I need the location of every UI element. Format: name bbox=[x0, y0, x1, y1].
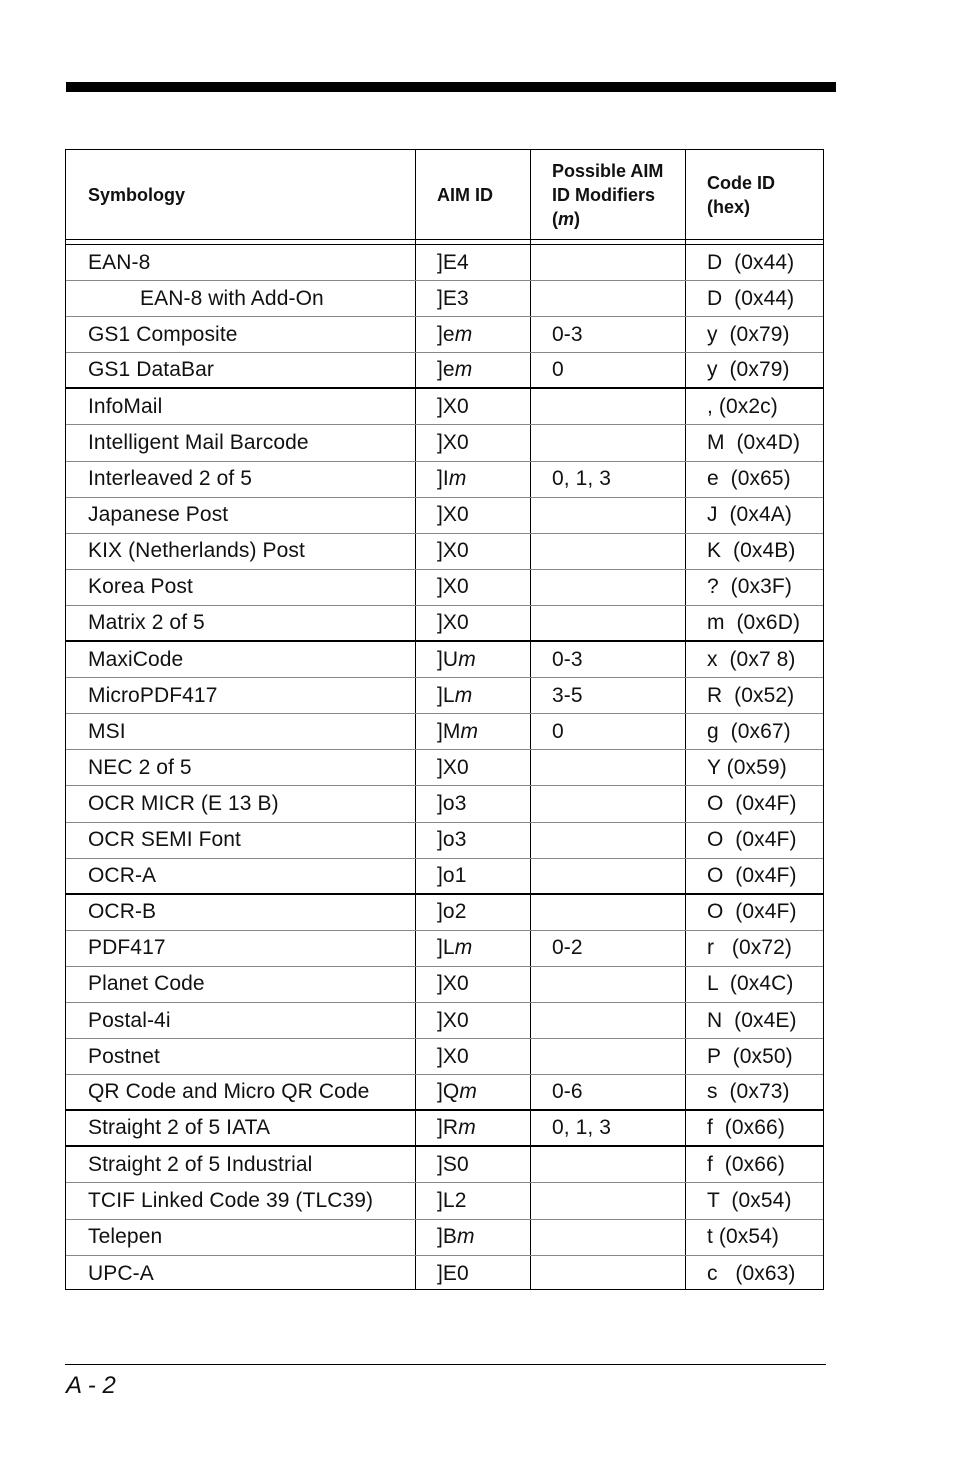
cell-aim-id: ]X0 bbox=[437, 1008, 469, 1032]
cell-code-id: m (0x6D) bbox=[707, 610, 801, 634]
cell-modifiers: 0-3 bbox=[552, 322, 583, 346]
header-rule bbox=[66, 239, 823, 240]
cell-modifiers: 0, 1, 3 bbox=[552, 467, 612, 491]
table-row bbox=[66, 642, 823, 678]
cell-symbology: Straight 2 of 5 Industrial bbox=[88, 1152, 313, 1176]
cell-aim-id: ]X0 bbox=[437, 575, 469, 599]
table-row bbox=[66, 317, 823, 353]
table-row bbox=[66, 1220, 823, 1256]
cell-code-id: x (0x7 8) bbox=[707, 647, 796, 671]
cell-modifiers: 0-3 bbox=[552, 647, 583, 671]
cell-symbology: InfoMail bbox=[88, 394, 163, 418]
table-row bbox=[66, 786, 823, 822]
table-row bbox=[66, 353, 823, 389]
cell-code-id: M (0x4D) bbox=[707, 431, 801, 455]
cell-aim-id: ]R m bbox=[437, 1116, 476, 1140]
footer-rule bbox=[65, 1364, 826, 1365]
cell-aim-id: ]L m bbox=[437, 683, 473, 707]
table-row bbox=[66, 1039, 823, 1075]
header-code-id-line1: Code ID bbox=[707, 172, 776, 193]
header-symbology: Symbology bbox=[88, 184, 186, 205]
cell-code-id: K (0x4B) bbox=[707, 539, 796, 563]
table-row bbox=[66, 534, 823, 570]
cell-aim-id: ]X0 bbox=[437, 503, 469, 527]
cell-aim-id: ]L m bbox=[437, 936, 473, 960]
cell-code-id: O (0x4F) bbox=[707, 791, 797, 815]
cell-symbology: Postnet bbox=[88, 1044, 160, 1068]
cell-aim-id: ]U m bbox=[437, 647, 476, 671]
cell-aim-id: ]X0 bbox=[437, 755, 469, 779]
table-row bbox=[66, 425, 823, 461]
table-row bbox=[66, 570, 823, 606]
cell-code-id: f (0x66) bbox=[707, 1116, 785, 1140]
cell-code-id: P (0x50) bbox=[707, 1044, 793, 1068]
cell-symbology: Postal-4i bbox=[88, 1008, 171, 1032]
cell-symbology: GS1 DataBar bbox=[88, 358, 214, 382]
cell-symbology: KIX (Netherlands) Post bbox=[88, 539, 305, 563]
cell-code-id: J (0x4A) bbox=[707, 503, 792, 527]
cell-aim-id: ]L2 bbox=[437, 1188, 467, 1212]
cell-modifiers: 0-2 bbox=[552, 936, 583, 960]
cell-aim-id: ]o3 bbox=[437, 791, 467, 815]
header-modifiers bbox=[552, 150, 663, 239]
cell-symbology: Interleaved 2 of 5 bbox=[88, 467, 253, 491]
cell-aim-id: ]o3 bbox=[437, 828, 467, 852]
cell-code-id: L (0x4C) bbox=[707, 972, 794, 996]
cell-symbology: Matrix 2 of 5 bbox=[88, 610, 205, 634]
cell-symbology: MSI bbox=[88, 719, 126, 743]
cell-aim-id: ]X0 bbox=[437, 972, 469, 996]
cell-modifiers: 0 bbox=[552, 358, 564, 382]
cell-symbology: Planet Code bbox=[88, 972, 205, 996]
top-rule bbox=[66, 82, 836, 92]
cell-aim-id: ]E0 bbox=[437, 1261, 469, 1285]
cell-symbology: OCR SEMI Font bbox=[88, 828, 241, 852]
cell-code-id: O (0x4F) bbox=[707, 828, 797, 852]
cell-modifiers: 0-6 bbox=[552, 1080, 583, 1104]
cell-symbology: MaxiCode bbox=[88, 647, 184, 671]
header-code-id-line2: (hex) bbox=[707, 196, 751, 217]
cell-symbology: Japanese Post bbox=[88, 503, 229, 527]
cell-code-id: D (0x44) bbox=[707, 286, 795, 310]
cell-aim-id: ]o1 bbox=[437, 863, 467, 887]
cell-code-id: T (0x54) bbox=[707, 1188, 792, 1212]
cell-code-id: O (0x4F) bbox=[707, 863, 797, 887]
table-row bbox=[66, 967, 823, 1003]
cell-symbology: OCR-A bbox=[88, 863, 157, 887]
cell-code-id: r (0x72) bbox=[707, 936, 793, 960]
cell-symbology: GS1 Composite bbox=[88, 322, 238, 346]
table-row bbox=[66, 245, 823, 281]
cell-aim-id: ]B m bbox=[437, 1225, 475, 1249]
header-modifiers-line1: Possible AIM bbox=[552, 160, 664, 181]
cell-aim-id: ]e m bbox=[437, 358, 473, 382]
cell-symbology: Intelligent Mail Barcode bbox=[88, 431, 309, 455]
cell-aim-id: ]Q m bbox=[437, 1080, 477, 1104]
cell-symbology: EAN-8 with Add-On bbox=[140, 286, 324, 310]
cell-code-id: t (0x54) bbox=[707, 1225, 779, 1249]
page-number: A - 2 bbox=[66, 1372, 116, 1399]
table-row bbox=[66, 714, 823, 750]
cell-aim-id: ]E3 bbox=[437, 286, 469, 310]
cell-code-id: e (0x65) bbox=[707, 467, 791, 491]
table-row bbox=[66, 678, 823, 714]
cell-symbology: OCR-B bbox=[88, 900, 157, 924]
cell-symbology: TCIF Linked Code 39 (TLC39) bbox=[88, 1188, 374, 1212]
cell-symbology: QR Code and Micro QR Code bbox=[88, 1080, 370, 1104]
table-row bbox=[66, 462, 823, 498]
cell-aim-id: ]X0 bbox=[437, 610, 469, 634]
header-modifiers-line2: ID Modifiers bbox=[552, 184, 656, 205]
cell-code-id: N (0x4E) bbox=[707, 1008, 797, 1032]
cell-symbology: EAN-8 bbox=[88, 250, 151, 274]
symbology-table bbox=[65, 149, 824, 1290]
cell-aim-id: ]X0 bbox=[437, 1044, 469, 1068]
table-row bbox=[66, 389, 823, 425]
table-row bbox=[66, 895, 823, 931]
cell-code-id: ? (0x3F) bbox=[707, 575, 792, 599]
table-row bbox=[66, 750, 823, 786]
cell-aim-id: ]E4 bbox=[437, 250, 469, 274]
cell-aim-id: ]M m bbox=[437, 719, 479, 743]
table-row bbox=[66, 1111, 823, 1147]
cell-symbology: UPC-A bbox=[88, 1261, 154, 1285]
cell-aim-id: ]X0 bbox=[437, 431, 469, 455]
cell-aim-id: ]X0 bbox=[437, 539, 469, 563]
cell-symbology: Korea Post bbox=[88, 575, 193, 599]
table-row bbox=[66, 1256, 823, 1292]
table-row bbox=[66, 931, 823, 967]
cell-symbology: Telepen bbox=[88, 1225, 163, 1249]
cell-modifiers: 0, 1, 3 bbox=[552, 1116, 612, 1140]
cell-aim-id: ]o2 bbox=[437, 900, 467, 924]
cell-code-id: O (0x4F) bbox=[707, 900, 797, 924]
header-modifiers-line3: (m) bbox=[552, 208, 581, 229]
cell-modifiers: 3-5 bbox=[552, 683, 583, 707]
table-row bbox=[66, 1147, 823, 1183]
cell-aim-id: ]X0 bbox=[437, 394, 469, 418]
cell-code-id: R (0x52) bbox=[707, 683, 795, 707]
table-body bbox=[66, 245, 823, 1292]
table-row bbox=[66, 823, 823, 859]
cell-aim-id: ]S0 bbox=[437, 1152, 469, 1176]
table-row bbox=[66, 498, 823, 534]
cell-symbology: MicroPDF417 bbox=[88, 683, 218, 707]
cell-modifiers: 0 bbox=[552, 719, 564, 743]
table-row bbox=[66, 1075, 823, 1111]
cell-aim-id: ]e m bbox=[437, 322, 473, 346]
table-row bbox=[66, 859, 823, 895]
cell-code-id: , (0x2c) bbox=[707, 394, 778, 418]
table-row bbox=[66, 1183, 823, 1219]
header-aim-id: AIM ID bbox=[437, 184, 493, 205]
cell-symbology: PDF417 bbox=[88, 936, 166, 960]
cell-symbology: Straight 2 of 5 IATA bbox=[88, 1116, 271, 1140]
table-header bbox=[66, 150, 823, 239]
cell-symbology: OCR MICR (E 13 B) bbox=[88, 791, 279, 815]
table-row bbox=[66, 606, 823, 642]
cell-code-id: D (0x44) bbox=[707, 250, 795, 274]
table-row bbox=[66, 281, 823, 317]
cell-code-id: c (0x63) bbox=[707, 1261, 796, 1285]
cell-symbology: NEC 2 of 5 bbox=[88, 755, 192, 779]
header-code-id bbox=[707, 150, 775, 239]
cell-code-id: y (0x79) bbox=[707, 358, 790, 382]
cell-code-id: s (0x73) bbox=[707, 1080, 790, 1104]
cell-code-id: y (0x79) bbox=[707, 322, 790, 346]
cell-aim-id: ]I m bbox=[437, 467, 467, 491]
cell-code-id: Y (0x59) bbox=[707, 755, 787, 779]
cell-code-id: f (0x66) bbox=[707, 1152, 785, 1176]
cell-code-id: g (0x67) bbox=[707, 719, 791, 743]
table-row bbox=[66, 1003, 823, 1039]
